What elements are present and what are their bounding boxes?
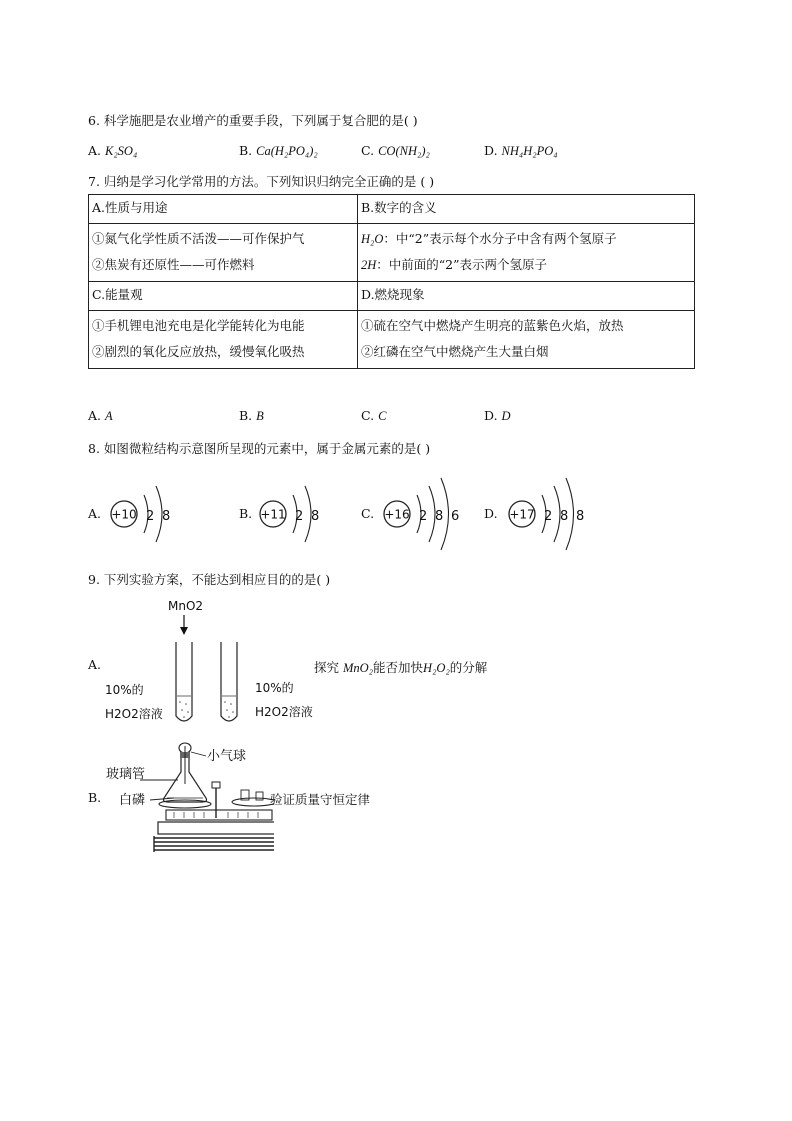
formula: 2H <box>361 258 377 272</box>
nucleus-charge: +16 <box>384 507 410 522</box>
q8-option-b[interactable] <box>239 474 349 554</box>
test-tube-left <box>176 642 192 721</box>
table-line: ①硫在空气中燃烧产生明亮的蓝紫色火焰，放热 <box>361 318 624 333</box>
base-stripes <box>154 838 274 850</box>
q8-stem: 8. 如图微粒结构示意图所呈现的元素中，属于金属元素的是( ) <box>88 441 431 456</box>
option-label: B. <box>239 506 253 521</box>
liquid-dots <box>179 701 189 718</box>
option-label: B. <box>239 143 257 158</box>
formula: MnO₂ <box>342 661 374 675</box>
leader-line <box>191 752 206 756</box>
q9-option-b-description: 验证质量守恒定律 <box>270 792 371 807</box>
nucleus-charge: +17 <box>509 507 535 522</box>
shell-count: 8 <box>435 509 444 524</box>
right-solution-label: H2O2溶液 <box>255 705 313 719</box>
option-formula: Ca(H₂PO₄)₂ <box>256 144 318 158</box>
q6-option-a[interactable] <box>88 143 137 159</box>
shell-count: 8 <box>162 509 171 524</box>
table-cell-c-head: C.能量观 <box>89 282 358 311</box>
balloon-label: 小气球 <box>207 749 247 764</box>
desc-text: 探究 <box>314 660 343 675</box>
q7-stem: 7. 归纳是学习化学常用的方法。下列知识归纳完全正确的是 ( ) <box>88 174 435 189</box>
table-cell-a-body <box>89 224 358 282</box>
shell-count: 8 <box>311 509 320 524</box>
table-cell-b-body <box>358 224 695 282</box>
table-cell-d-head: D.燃烧现象 <box>358 282 695 311</box>
option-label: B. <box>239 408 257 423</box>
formula: H₂O₂ <box>423 661 450 675</box>
right-solution-label: 10%的 <box>255 681 294 695</box>
shell-count: 2 <box>295 509 304 524</box>
option-value: D <box>501 409 511 423</box>
q8-option-d[interactable] <box>484 474 594 554</box>
glass-tube-label: 玻璃管 <box>106 767 146 782</box>
q7-option-a[interactable] <box>88 408 113 424</box>
q7-option-c[interactable] <box>361 408 386 424</box>
table-line <box>361 252 691 278</box>
option-formula: NH₄H₂PO₄ <box>501 144 558 158</box>
catalyst-label: MnO2 <box>168 599 204 613</box>
mass-conservation-balance-diagram <box>104 738 274 858</box>
table-line: ②剧烈的氧化反应放热，缓慢氧化吸热 <box>92 344 305 359</box>
option-label: A. <box>88 506 102 521</box>
table-cell-a-head: A.性质与用途 <box>89 195 358 224</box>
desc-text: 能否加快 <box>373 660 424 675</box>
shell-count: 8 <box>560 509 569 524</box>
q9-option-a-label[interactable]: A. <box>88 657 102 672</box>
q6-stem: 6. 科学施肥是农业增产的重要手段，下列属于复合肥的是( ) <box>88 113 418 128</box>
option-label: C. <box>361 143 379 158</box>
q7-option-b[interactable] <box>239 408 264 424</box>
liquid-dots <box>224 701 234 718</box>
right-pan <box>232 798 274 806</box>
atom-structure-diagram <box>379 474 471 554</box>
leader-line <box>150 798 174 800</box>
option-value: C <box>378 409 387 423</box>
shell-count: 8 <box>576 509 585 524</box>
q6-option-d[interactable] <box>484 143 558 159</box>
table-line: ②红磷在空气中燃烧产生大量白烟 <box>361 344 549 359</box>
test-tube-right <box>221 642 237 721</box>
option-label: A. <box>88 408 105 423</box>
table-line <box>361 226 691 252</box>
desc-text: 的分解 <box>449 660 488 675</box>
white-phosphorus-label: 白磷 <box>119 793 146 808</box>
table-line: ①氮气化学性质不活泼——可作保护气 <box>92 231 305 246</box>
pointer-top <box>212 782 220 788</box>
catalyst-experiment-diagram <box>100 594 340 730</box>
left-solution-label: 10%的 <box>105 683 144 697</box>
q7-knowledge-table <box>88 194 695 369</box>
table-line: ①手机锂电池充电是化学能转化为电能 <box>92 318 305 333</box>
atom-structure-diagram <box>106 474 196 554</box>
atom-structure-diagram <box>504 474 596 554</box>
q6-option-c[interactable] <box>361 143 430 159</box>
nucleus-charge: +10 <box>111 507 137 522</box>
shell-count: 2 <box>419 509 428 524</box>
option-label: A. <box>88 143 105 158</box>
atom-structure-diagram <box>255 474 345 554</box>
table-cell-b-head: B.数字的含义 <box>358 195 695 224</box>
shell-count: 2 <box>146 509 155 524</box>
q9-stem: 9. 下列实验方案，不能达到相应目的的是( ) <box>88 572 331 587</box>
formula: H₂O <box>361 232 384 246</box>
option-formula: CO(NH₂)₂ <box>378 144 430 158</box>
option-label: D. <box>484 408 502 423</box>
balance-body <box>158 822 274 834</box>
option-formula: K₂SO₄ <box>104 144 138 158</box>
arrow-down-icon <box>180 627 188 635</box>
shell-count: 2 <box>544 509 553 524</box>
left-pan <box>159 800 211 808</box>
table-cell-d-body <box>358 311 695 369</box>
option-label: C. <box>361 506 375 521</box>
option-label: D. <box>484 506 498 521</box>
left-solution-label: H2O2溶液 <box>105 707 163 721</box>
q9-option-a-description <box>314 658 487 676</box>
table-line-text: ：中“2”表示每个水分子中含有两个氢原子 <box>383 231 617 246</box>
nucleus-charge: +11 <box>260 507 286 522</box>
q7-option-d[interactable] <box>484 408 511 424</box>
balance-beam <box>166 810 272 820</box>
q6-option-b[interactable] <box>239 143 318 159</box>
table-cell-c-body <box>89 311 358 369</box>
q9-option-b-label[interactable]: B. <box>88 790 102 805</box>
table-line: ②焦炭有还原性——可作燃料 <box>92 257 255 272</box>
shell-count: 6 <box>451 509 460 524</box>
option-label: C. <box>361 408 379 423</box>
option-value: B <box>256 409 264 423</box>
option-label: D. <box>484 143 502 158</box>
option-value: A <box>104 409 113 423</box>
q8-option-c[interactable] <box>361 474 471 554</box>
table-line-text: ：中前面的“2”表示两个氢原子 <box>376 257 548 272</box>
q8-option-a[interactable] <box>88 474 198 554</box>
